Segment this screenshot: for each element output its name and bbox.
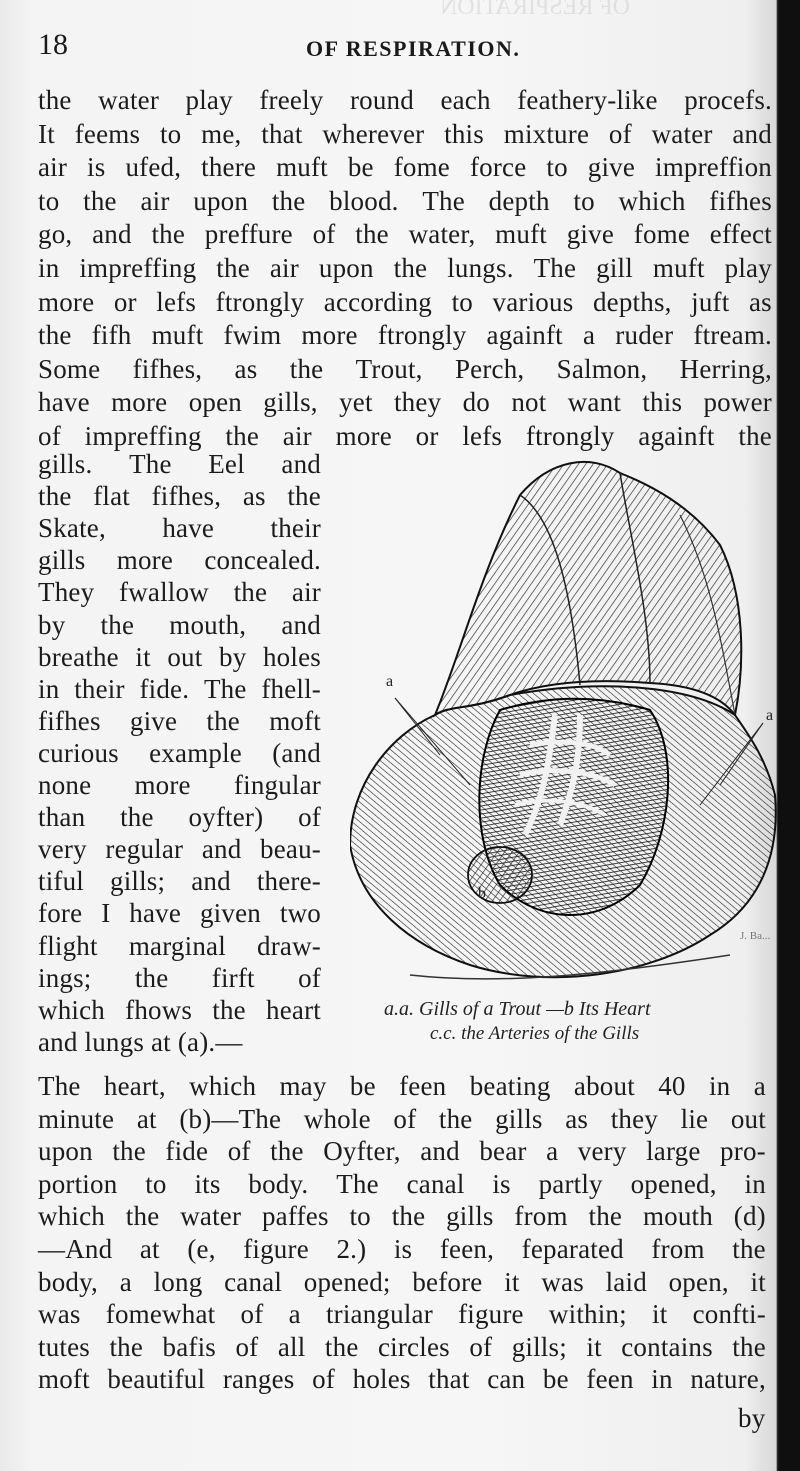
text-line: to the air upon the blood. The depth to which fifhes [38, 185, 772, 216]
figure-caption-line-2: c.c. the Arteries of the Gills [430, 1023, 640, 1044]
text-line: in their fide. The fhell- [38, 673, 321, 704]
text-line: Skate, have their [38, 513, 321, 544]
text-line: —And at (e, figure 2.) is feen, feparated from the [38, 1234, 766, 1264]
text-line: upon the fide of the Oyfter, and bear a very large pro- [38, 1136, 766, 1167]
text-line: portion to its body. The canal is partly opened, in [38, 1168, 766, 1199]
figure-caption-line-1: a.a. Gills of a Trout —b Its Heart [384, 998, 651, 1020]
text-line: which the water paffes to the gills from the mouth (d) [38, 1201, 766, 1232]
book-gutter [778, 0, 800, 1471]
text-line: fifhes give the moft [38, 705, 321, 736]
gill-engraving-figure [350, 455, 780, 1015]
text-line: Some fifhes, as the Trout, Perch, Salmon, Herring, [38, 353, 772, 384]
text-line: The heart, which may be feen beating about 40 in a [38, 1071, 766, 1101]
text-line: have more open gills, yet they do not want this power [38, 387, 772, 418]
text-line: breathe it out by holes [38, 641, 321, 672]
text-line: ings; the firft of [38, 962, 321, 993]
text-line: which fhows the heart [38, 994, 321, 1025]
text-line: go, and the preffure of the water, muft give fome effect [38, 219, 772, 250]
text-line: more or lefs ftrongly according to various depths, juft as [38, 286, 772, 317]
text-line: flight marginal draw- [38, 930, 321, 961]
text-line: body, a long canal opened; before it was laid open, it [38, 1266, 766, 1297]
running-head: OF RESPIRATION. [306, 36, 521, 61]
text-line: minute at (b)—The whole of the gills as they lie out [38, 1103, 766, 1134]
text-line: the water play freely round each feathery-like procefs. [38, 85, 772, 115]
bleed-through-header: OF RESPIRATION [440, 0, 631, 20]
text-line: curious example (and [38, 737, 321, 768]
text-line: none more fingular [38, 770, 321, 800]
figure-label-b: b [478, 885, 486, 902]
text-line: tiful gills; and there- [38, 866, 321, 897]
text-line: of impreffing the air more or lefs ftrongly againft the [38, 421, 772, 451]
page-number: 18 [38, 28, 68, 61]
text-line: the flat fifhes, as the [38, 481, 321, 512]
figure-label-a-left: a [386, 673, 394, 690]
text-line: It feems to me, that wherever this mixture of water and [38, 118, 772, 149]
figure-label-a-right: a [766, 707, 774, 724]
text-line: was fomewhat of a triangular figure within; it confti- [38, 1299, 766, 1330]
text-line: than the oyfter) of [38, 802, 321, 833]
catchword: by [738, 1403, 766, 1433]
text-line: tutes the bafis of all the circles of gills; it contains the [38, 1331, 766, 1362]
text-line: gills more concealed. [38, 545, 321, 576]
text-line: in impreffing the air upon the lungs. The gill muft play [38, 253, 772, 283]
text-line: They fwallow the air [38, 577, 321, 608]
text-line: the fifh muft fwim more ftrongly againft a ruder ftream. [38, 320, 772, 351]
text-line: by the mouth, and [38, 609, 321, 640]
text-line: air is ufed, there muft be fome force to give impreffion [38, 152, 772, 183]
engraver-mark: J. Ba... [740, 930, 771, 942]
text-line: moft beautiful ranges of holes that can be feen in nature, [38, 1364, 766, 1395]
text-line: gills. The Eel and [38, 449, 321, 479]
text-line: fore I have given two [38, 898, 321, 929]
trout-gills-engraving [350, 455, 780, 1015]
text-line: and lungs at (a).— [38, 1026, 243, 1057]
text-line: very regular and beau- [38, 834, 321, 865]
